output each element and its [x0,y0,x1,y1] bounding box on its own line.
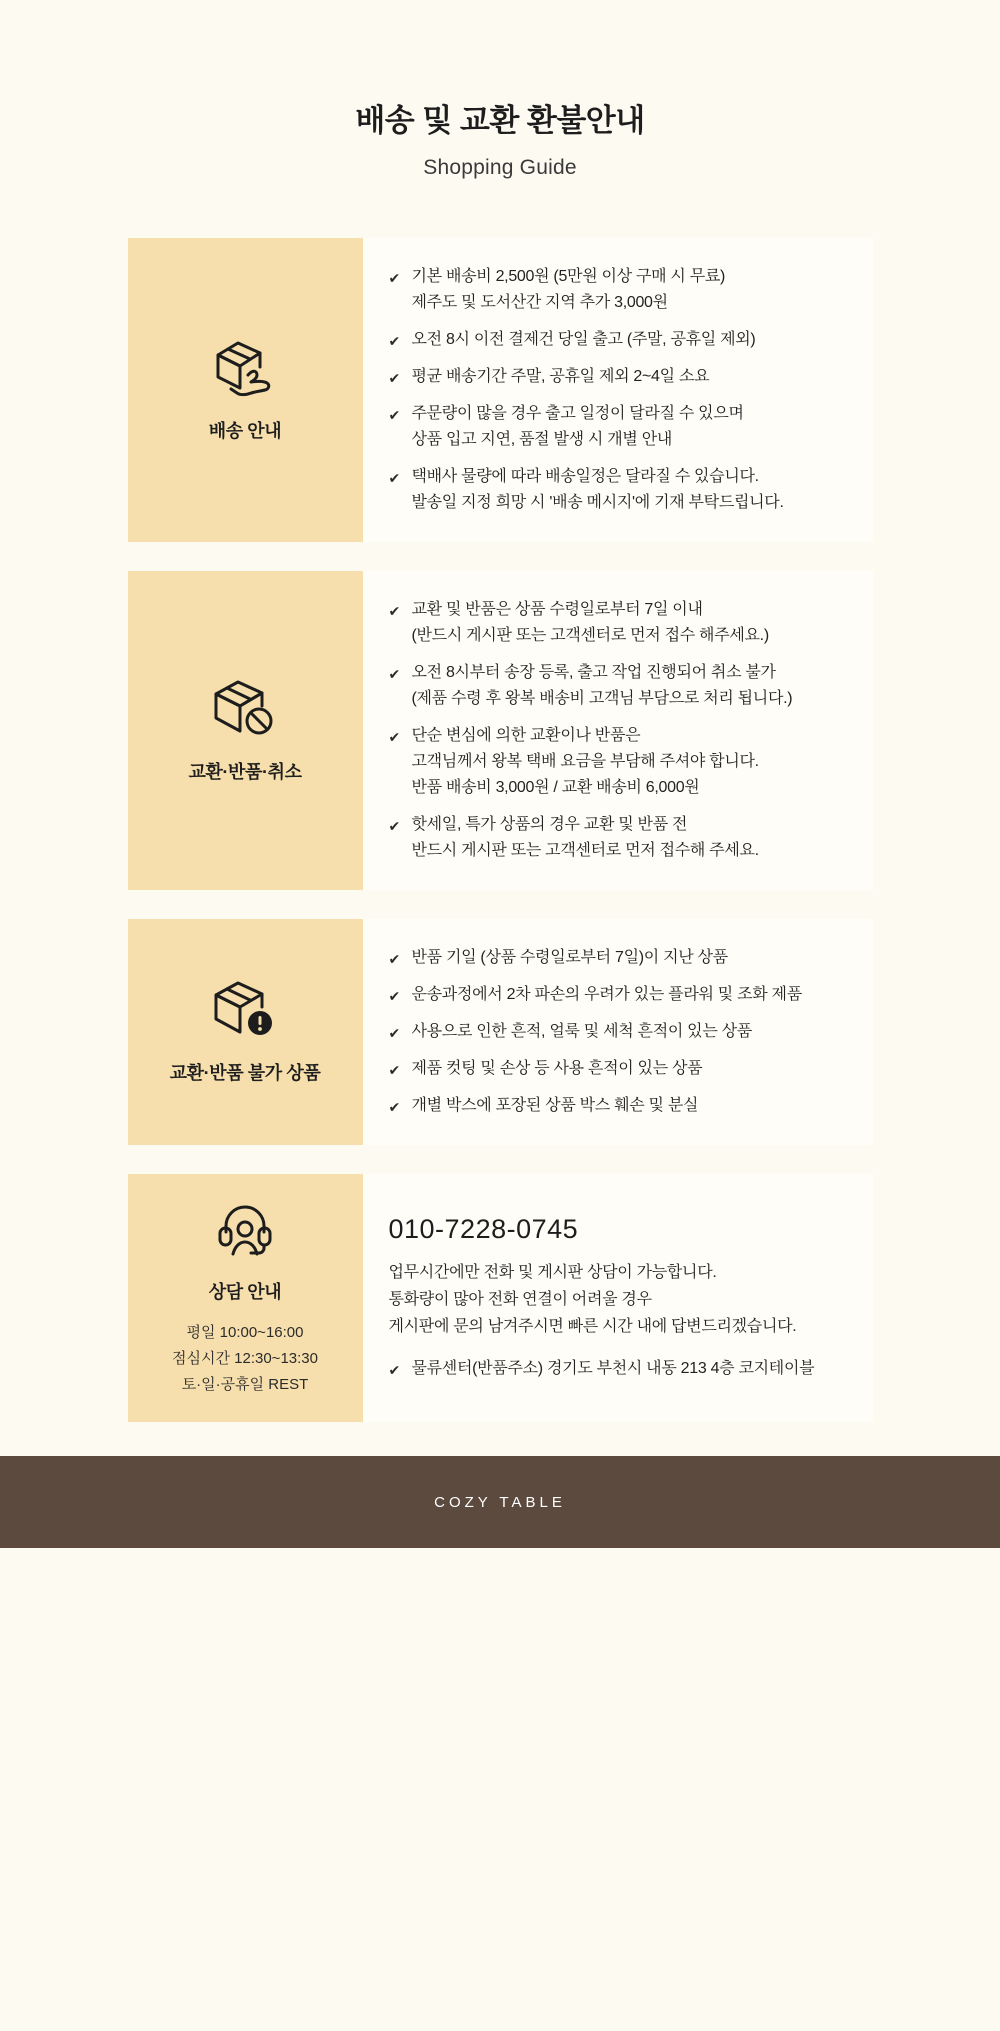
check-icon: ✔ [388,818,400,834]
contact-note [389,1259,851,1340]
list-item [389,723,851,801]
section-delivery-caption: 배송 안내 [208,421,282,441]
contact-note-line: 업무시간에만 전화 및 게시판 상담이 가능합니다. [388,1264,717,1281]
list-item [389,982,851,1008]
guide-sections [128,180,873,1422]
list-item-line1: 오전 8시부터 송장 등록, 출고 작업 진행되어 취소 불가 [411,664,776,681]
list-item-line1: 개별 박스에 포장된 상품 박스 훼손 및 분실 [411,1097,699,1114]
list-item-line1: 평균 배송기간 주말, 공휴일 제외 2~4일 소요 [411,368,710,385]
list-item-line1: 주문량이 많을 경우 출고 일정이 달라질 수 있으며 [411,405,744,422]
list-item [389,1019,851,1045]
contact-address: 물류센터(반품주소) 경기도 부천시 내동 213 4층 코지테이블 [411,1360,815,1377]
list-item [389,812,851,864]
page-header [0,0,1000,180]
check-icon: ✔ [388,1362,400,1378]
section-delivery-header [128,238,363,542]
nonreturnable-list [389,945,851,1119]
list-item-line2: 제주도 및 도서산간 지역 추가 3,000원 [411,294,668,311]
section-contact-caption: 상담 안내 [208,1282,282,1302]
check-icon: ✔ [388,951,400,967]
page-footer [0,1456,1000,1548]
exchange-list [389,597,851,864]
list-item [389,264,851,316]
contact-hours-line: 평일 10:00~16:00 [186,1324,304,1341]
list-item [389,464,851,516]
section-nonreturnable-body [363,919,873,1145]
list-item [389,327,851,353]
list-item-line1: 택배사 물량에 따라 배송일정은 달라질 수 있습니다. [411,468,759,485]
list-item-line2: 상품 입고 지연, 품절 발생 시 개별 안내 [411,431,673,448]
list-item [389,364,851,390]
check-icon: ✔ [388,988,400,1004]
list-item-line2: 고객님께서 왕복 택배 요금을 부담해 주셔야 합니다. [411,753,759,770]
list-item [389,1093,851,1119]
delivery-list [389,264,851,516]
page-subtitle: Shopping Guide [423,156,577,179]
section-delivery [128,238,873,542]
check-icon: ✔ [388,333,400,349]
box-warning-icon [208,979,282,1041]
list-item-line1: 운송과정에서 2차 파손의 우려가 있는 플라워 및 조화 제품 [411,986,802,1003]
list-item-line1: 핫세일, 특가 상품의 경우 교환 및 반품 전 [411,816,688,833]
section-exchange-body [363,571,873,890]
list-item [389,1056,851,1082]
contact-note-line: 통화량이 많아 전화 연결이 어려울 경우 [388,1291,652,1308]
hand-box-icon [208,337,282,399]
list-item-line1: 교환 및 반품은 상품 수령일로부터 7일 이내 [411,601,703,618]
list-item [389,1356,851,1382]
section-contact [128,1174,873,1422]
contact-phone[interactable]: 010-7228-0745 [388,1214,579,1244]
section-contact-body [363,1174,873,1422]
section-nonreturnable-caption: 교환·반품 불가 상품 [169,1063,321,1083]
list-item-line1: 반품 기일 (상품 수령일로부터 7일)이 지난 상품 [411,949,728,966]
list-item [389,597,851,649]
section-exchange [128,571,873,890]
list-item-line1: 기본 배송비 2,500원 (5만원 이상 구매 시 무료) [411,268,726,285]
list-item [389,945,851,971]
list-item-line2: (제품 수령 후 왕복 배송비 고객님 부담으로 처리 됩니다.) [411,690,793,707]
list-item-line2: (반드시 게시판 또는 고객센터로 먼저 접수 해주세요.) [411,627,769,644]
section-exchange-header [128,571,363,890]
headset-icon [208,1198,282,1260]
list-item-line1: 제품 컷팅 및 손상 등 사용 흔적이 있는 상품 [411,1060,703,1077]
check-icon: ✔ [388,270,400,286]
section-contact-header [128,1174,363,1422]
check-icon: ✔ [388,1099,400,1115]
check-icon: ✔ [388,407,400,423]
contact-hours-line: 토·일·공휴일 REST [181,1376,309,1393]
list-item-line2: 반드시 게시판 또는 고객센터로 먼저 접수해 주세요. [411,842,759,859]
brand-name: COZY TABLE [434,1493,566,1511]
list-item-line3: 반품 배송비 3,000원 / 교환 배송비 6,000원 [411,779,700,796]
check-icon: ✔ [388,729,400,745]
section-exchange-caption: 교환·반품·취소 [188,761,302,782]
check-icon: ✔ [388,666,400,682]
list-item-line1: 단순 변심에 의한 교환이나 반품은 [411,727,641,744]
contact-note-line: 게시판에 문의 남겨주시면 빠른 시간 내에 답변드리겠습니다. [388,1318,797,1335]
list-item-line2: 발송일 지정 희망 시 '배송 메시지'에 기재 부탁드립니다. [411,494,784,511]
contact-hours-line: 점심시간 12:30~13:30 [172,1350,318,1367]
list-item-line1: 사용으로 인한 흔적, 얼룩 및 세척 흔적이 있는 상품 [411,1023,752,1040]
check-icon: ✔ [388,1025,400,1041]
section-nonreturnable-header [128,919,363,1145]
check-icon: ✔ [388,1062,400,1078]
list-item [389,401,851,453]
list-item-line1: 오전 8시 이전 결제건 당일 출고 (주말, 공휴일 제외) [411,331,756,348]
check-icon: ✔ [388,370,400,386]
check-icon: ✔ [388,603,400,619]
list-item [389,660,851,712]
page-title: 배송 및 교환 환불안내 [355,103,645,138]
section-nonreturnable [128,919,873,1145]
contact-hours [172,1320,318,1398]
contact-address-list [389,1356,851,1382]
check-icon: ✔ [388,470,400,486]
section-delivery-body [363,238,873,542]
box-cancel-icon [208,678,282,740]
